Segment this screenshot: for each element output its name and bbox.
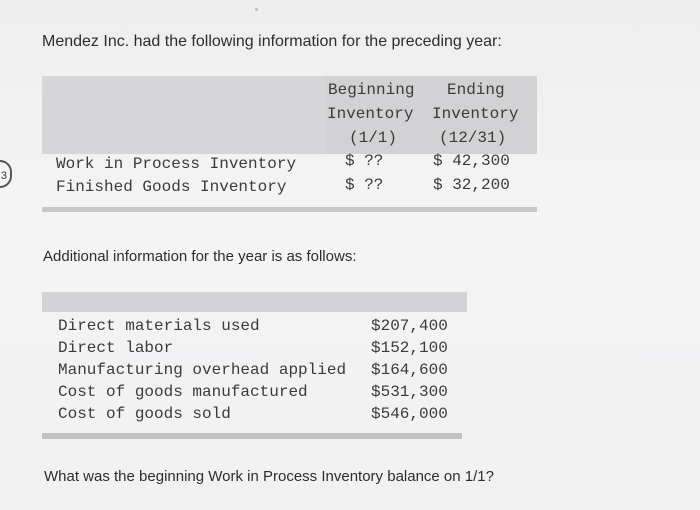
fg-beginning-value: $ ?? — [345, 176, 384, 194]
header-beginning-line-1: Beginning — [328, 81, 415, 99]
wip-ending-value: $ 42,300 — [433, 152, 510, 170]
row-label-work-in-process: Work in Process Inventory — [56, 155, 297, 173]
row-label-cost-goods-manufactured: Cost of goods manufactured — [58, 383, 308, 401]
decorative-dot — [255, 8, 258, 11]
question-text: What was the beginning Work in Process Inventory balance on 1/1? — [44, 468, 494, 485]
question-number-badge[interactable]: 3 — [0, 160, 12, 188]
row-label-finished-goods: Finished Goods Inventory — [56, 178, 287, 196]
fg-ending-value: $ 32,200 — [433, 176, 510, 194]
header-ending-line-1: Ending — [447, 81, 505, 99]
row-label-direct-labor: Direct labor — [58, 339, 174, 357]
additional-info-text: Additional information for the year is as follows: — [43, 248, 357, 265]
header-ending-line-3: (12/31) — [439, 129, 507, 147]
additional-info-table — [42, 292, 467, 442]
manufacturing-overhead-value: $164,600 — [371, 361, 448, 379]
inventory-table — [42, 76, 537, 212]
row-label-direct-materials: Direct materials used — [58, 317, 260, 335]
intro-text: Mendez Inc. had the following information for the preceding year: — [42, 33, 502, 50]
additional-table-header-band — [42, 292, 467, 312]
cost-goods-manufactured-value: $531,300 — [371, 383, 448, 401]
additional-table-bottom-rule — [42, 433, 462, 439]
header-ending-line-2: Inventory — [432, 105, 519, 123]
cost-goods-sold-value: $546,000 — [371, 405, 448, 423]
wip-beginning-value: $ ?? — [345, 152, 384, 170]
inventory-table-bottom-rule — [42, 207, 537, 212]
direct-materials-value: $207,400 — [371, 317, 448, 335]
header-beginning-line-3: (1/1) — [349, 129, 398, 147]
direct-labor-value: $152,100 — [371, 339, 448, 357]
row-label-cost-goods-sold: Cost of goods sold — [58, 405, 231, 423]
header-beginning-line-2: Inventory — [327, 105, 414, 123]
row-label-manufacturing-overhead: Manufacturing overhead applied — [58, 361, 347, 379]
